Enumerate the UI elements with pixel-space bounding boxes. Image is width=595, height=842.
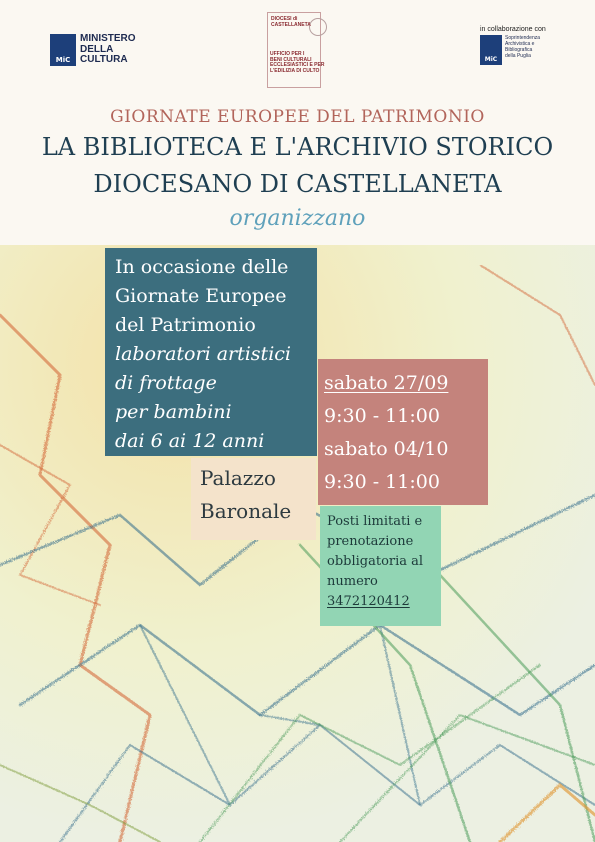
ministry-name: MINISTERO DELLA CULTURA <box>80 33 136 66</box>
mic-emblem-small-icon: MiC <box>480 35 502 65</box>
time-2: 9:30 - 11:00 <box>324 471 440 493</box>
title-line-1: LA BIBLIOTECA E L'ARCHIVIO STORICO <box>41 133 554 161</box>
mic-emblem-icon: MiC <box>50 34 76 66</box>
diocese-seal-icon <box>309 18 327 36</box>
phone-number-link[interactable]: 3472120412 <box>327 594 410 609</box>
workshop-line: laboratori artistici <box>115 343 291 365</box>
booking-box <box>320 506 441 626</box>
logo-row <box>0 0 595 100</box>
intro-line: Giornate Europee <box>115 285 287 307</box>
subtitle: organizzano <box>229 206 366 231</box>
date-1: sabato 27/09 <box>324 372 449 394</box>
venue-box <box>191 458 316 540</box>
schedule-box <box>318 359 488 505</box>
booking-line: numero <box>327 574 378 589</box>
booking-line: prenotazione <box>327 534 414 549</box>
event-name: GIORNATE EUROPEE DEL PATRIMONIO <box>110 107 485 127</box>
intro-line: del Patrimonio <box>115 314 256 336</box>
workshop-line: per bambini <box>115 401 232 423</box>
title-line-2: DIOCESANO DI CASTELLANETA <box>93 170 502 198</box>
venue-line: Palazzo <box>200 466 276 490</box>
date-2: sabato 04/10 <box>324 438 449 460</box>
soprintendenza-name: Soprintendenza Archivistica e Bibliografica della Puglia <box>505 35 541 59</box>
ministry-logo <box>50 34 136 66</box>
diocese-logo: DIOCESI di CASTELLANETA UFFICIO PER I BENI CULTURALI ECCLESIASTICI E PER L'EDILIZIA DI CULTO <box>265 10 327 94</box>
venue-line: Baronale <box>200 499 292 523</box>
booking-line: obbligatoria al <box>327 554 424 569</box>
intro-line: In occasione delle <box>115 256 289 278</box>
workshop-line: di frottage <box>115 372 217 394</box>
time-1: 9:30 - 11:00 <box>324 405 440 427</box>
workshop-line: dai 6 ai 12 anni <box>115 430 265 452</box>
intro-box <box>105 248 317 456</box>
collaboration-logo: in collaborazione con MiC Soprintendenza Archivistica e Bibliografica della Puglia <box>480 26 555 65</box>
booking-line: Posti limitati e <box>327 514 423 529</box>
